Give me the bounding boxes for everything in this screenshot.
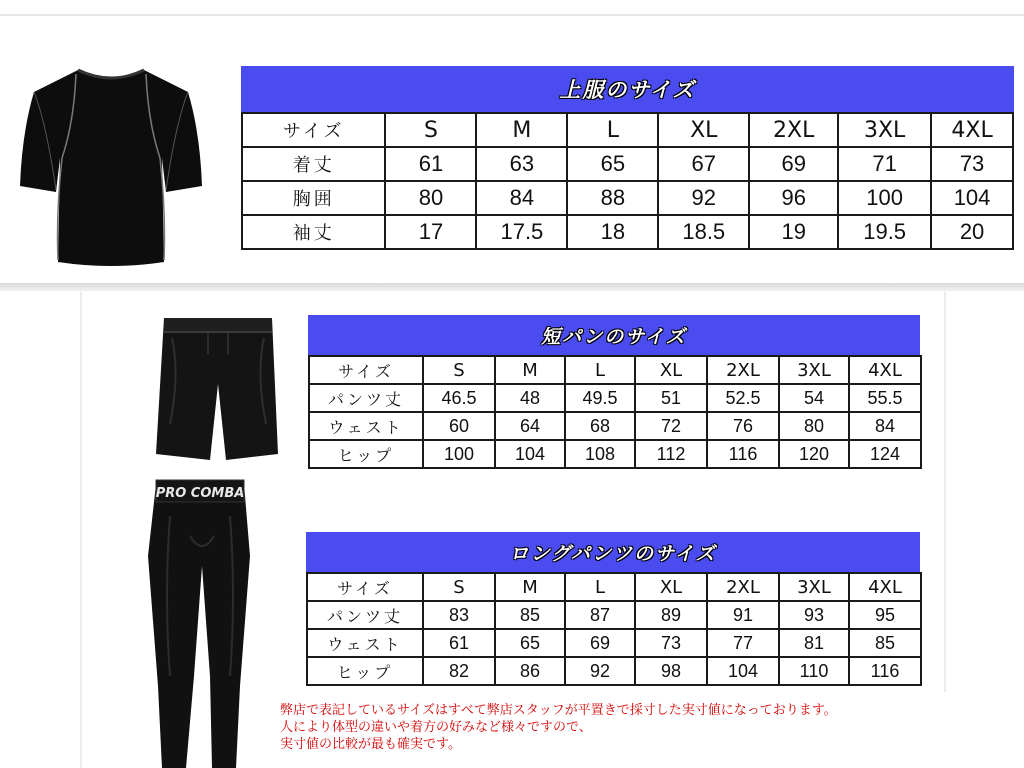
- table-row: [309, 412, 921, 440]
- size-header: L: [565, 573, 635, 601]
- size-header: M: [495, 356, 565, 384]
- table-row: [307, 657, 921, 685]
- left-rule: [80, 292, 82, 768]
- size-header: M: [495, 573, 565, 601]
- table-cell: 55.5: [849, 384, 921, 412]
- size-header: 2XL: [707, 573, 779, 601]
- table-cell: 93: [779, 601, 849, 629]
- table-row: [309, 440, 921, 468]
- note-line-1: 弊店で表記しているサイズはすべて弊店スタッフが平置きで採寸した実寸値になっております。: [280, 703, 837, 718]
- size-header: 3XL: [779, 356, 849, 384]
- table-cell: 116: [849, 657, 921, 685]
- size-label: サイズ: [309, 356, 423, 384]
- row-label: 袖丈: [242, 215, 385, 249]
- table-cell: 116: [707, 440, 779, 468]
- table-cell: 69: [749, 147, 838, 181]
- table-cell: 60: [423, 412, 495, 440]
- size-header: 4XL: [849, 573, 921, 601]
- table-cell: 92: [565, 657, 635, 685]
- table-cell: 18.5: [658, 215, 749, 249]
- size-header: 2XL: [707, 356, 779, 384]
- row-label: ヒップ: [307, 657, 423, 685]
- note-line-3: 実寸値の比較が最も確実です。: [280, 737, 461, 752]
- table-cell: 65: [567, 147, 658, 181]
- long-pants-table-title: ロングパンツのサイズ: [306, 532, 920, 572]
- table-cell: 19.5: [838, 215, 931, 249]
- table-cell: 72: [635, 412, 707, 440]
- measurement-note: [280, 702, 970, 753]
- size-header: M: [476, 113, 567, 147]
- table-cell: 46.5: [423, 384, 495, 412]
- row-label: 着丈: [242, 147, 385, 181]
- table-cell: 65: [495, 629, 565, 657]
- table-cell: 20: [931, 215, 1013, 249]
- table-cell: 83: [423, 601, 495, 629]
- table-cell: 104: [495, 440, 565, 468]
- table-cell: 108: [565, 440, 635, 468]
- table-cell: 96: [749, 181, 838, 215]
- shorts-table-title: 短パンのサイズ: [308, 315, 920, 355]
- table-cell: 87: [565, 601, 635, 629]
- row-label: ウェスト: [309, 412, 423, 440]
- table-cell: 104: [931, 181, 1013, 215]
- right-rule: [944, 292, 946, 692]
- table-cell: 19: [749, 215, 838, 249]
- table-cell: 80: [385, 181, 476, 215]
- table-cell: 91: [707, 601, 779, 629]
- table-row: [242, 181, 1013, 215]
- table-cell: 124: [849, 440, 921, 468]
- note-line-2: 人により体型の違いや着方の好みなど様々ですので、: [280, 720, 592, 735]
- table-cell: 89: [635, 601, 707, 629]
- table-cell: 54: [779, 384, 849, 412]
- section-divider: [0, 283, 1024, 291]
- table-cell: 51: [635, 384, 707, 412]
- top-size-grid: [241, 112, 1014, 250]
- leggings-image: [140, 476, 260, 768]
- table-cell: 71: [838, 147, 931, 181]
- table-cell: 73: [635, 629, 707, 657]
- table-cell: 95: [849, 601, 921, 629]
- row-label: ウェスト: [307, 629, 423, 657]
- table-cell: 85: [849, 629, 921, 657]
- table-header-row: [242, 113, 1013, 147]
- size-header: 4XL: [931, 113, 1013, 147]
- table-cell: 110: [779, 657, 849, 685]
- table-cell: 63: [476, 147, 567, 181]
- table-cell: 67: [658, 147, 749, 181]
- table-cell: 88: [567, 181, 658, 215]
- size-header: XL: [635, 356, 707, 384]
- row-label: パンツ丈: [307, 601, 423, 629]
- row-label: 胸囲: [242, 181, 385, 215]
- size-header: XL: [658, 113, 749, 147]
- table-cell: 64: [495, 412, 565, 440]
- size-header: S: [385, 113, 476, 147]
- size-header: S: [423, 573, 495, 601]
- table-header-row: [307, 573, 921, 601]
- long-pants-size-grid: [306, 572, 922, 686]
- shorts-size-grid: [308, 355, 922, 469]
- size-header: XL: [635, 573, 707, 601]
- top-table-title: 上服のサイズ: [241, 66, 1014, 112]
- table-cell: 85: [495, 601, 565, 629]
- tshirt-image: [16, 62, 206, 272]
- table-cell: 77: [707, 629, 779, 657]
- table-cell: 17: [385, 215, 476, 249]
- table-cell: 52.5: [707, 384, 779, 412]
- size-header: L: [565, 356, 635, 384]
- size-header: 4XL: [849, 356, 921, 384]
- table-row: [242, 215, 1013, 249]
- table-cell: 84: [476, 181, 567, 215]
- table-cell: 112: [635, 440, 707, 468]
- table-row: [307, 629, 921, 657]
- table-cell: 76: [707, 412, 779, 440]
- table-cell: 120: [779, 440, 849, 468]
- size-header: 3XL: [779, 573, 849, 601]
- table-cell: 84: [849, 412, 921, 440]
- table-cell: 61: [423, 629, 495, 657]
- table-cell: 82: [423, 657, 495, 685]
- size-header: S: [423, 356, 495, 384]
- top-rule: [0, 14, 1024, 16]
- size-header: L: [567, 113, 658, 147]
- table-cell: 92: [658, 181, 749, 215]
- table-cell: 48: [495, 384, 565, 412]
- table-row: [307, 601, 921, 629]
- table-cell: 69: [565, 629, 635, 657]
- table-cell: 98: [635, 657, 707, 685]
- table-cell: 73: [931, 147, 1013, 181]
- waistband-logo: PRO COMBA: [155, 486, 245, 501]
- table-cell: 68: [565, 412, 635, 440]
- table-cell: 18: [567, 215, 658, 249]
- table-cell: 100: [838, 181, 931, 215]
- table-cell: 100: [423, 440, 495, 468]
- shorts-image: [150, 314, 280, 464]
- row-label: パンツ丈: [309, 384, 423, 412]
- size-label: サイズ: [242, 113, 385, 147]
- table-row: [309, 384, 921, 412]
- table-cell: 17.5: [476, 215, 567, 249]
- table-header-row: [309, 356, 921, 384]
- table-cell: 104: [707, 657, 779, 685]
- size-header: 2XL: [749, 113, 838, 147]
- size-header: 3XL: [838, 113, 931, 147]
- table-cell: 61: [385, 147, 476, 181]
- size-label: サイズ: [307, 573, 423, 601]
- table-cell: 81: [779, 629, 849, 657]
- row-label: ヒップ: [309, 440, 423, 468]
- table-cell: 80: [779, 412, 849, 440]
- table-cell: 86: [495, 657, 565, 685]
- table-row: [242, 147, 1013, 181]
- table-cell: 49.5: [565, 384, 635, 412]
